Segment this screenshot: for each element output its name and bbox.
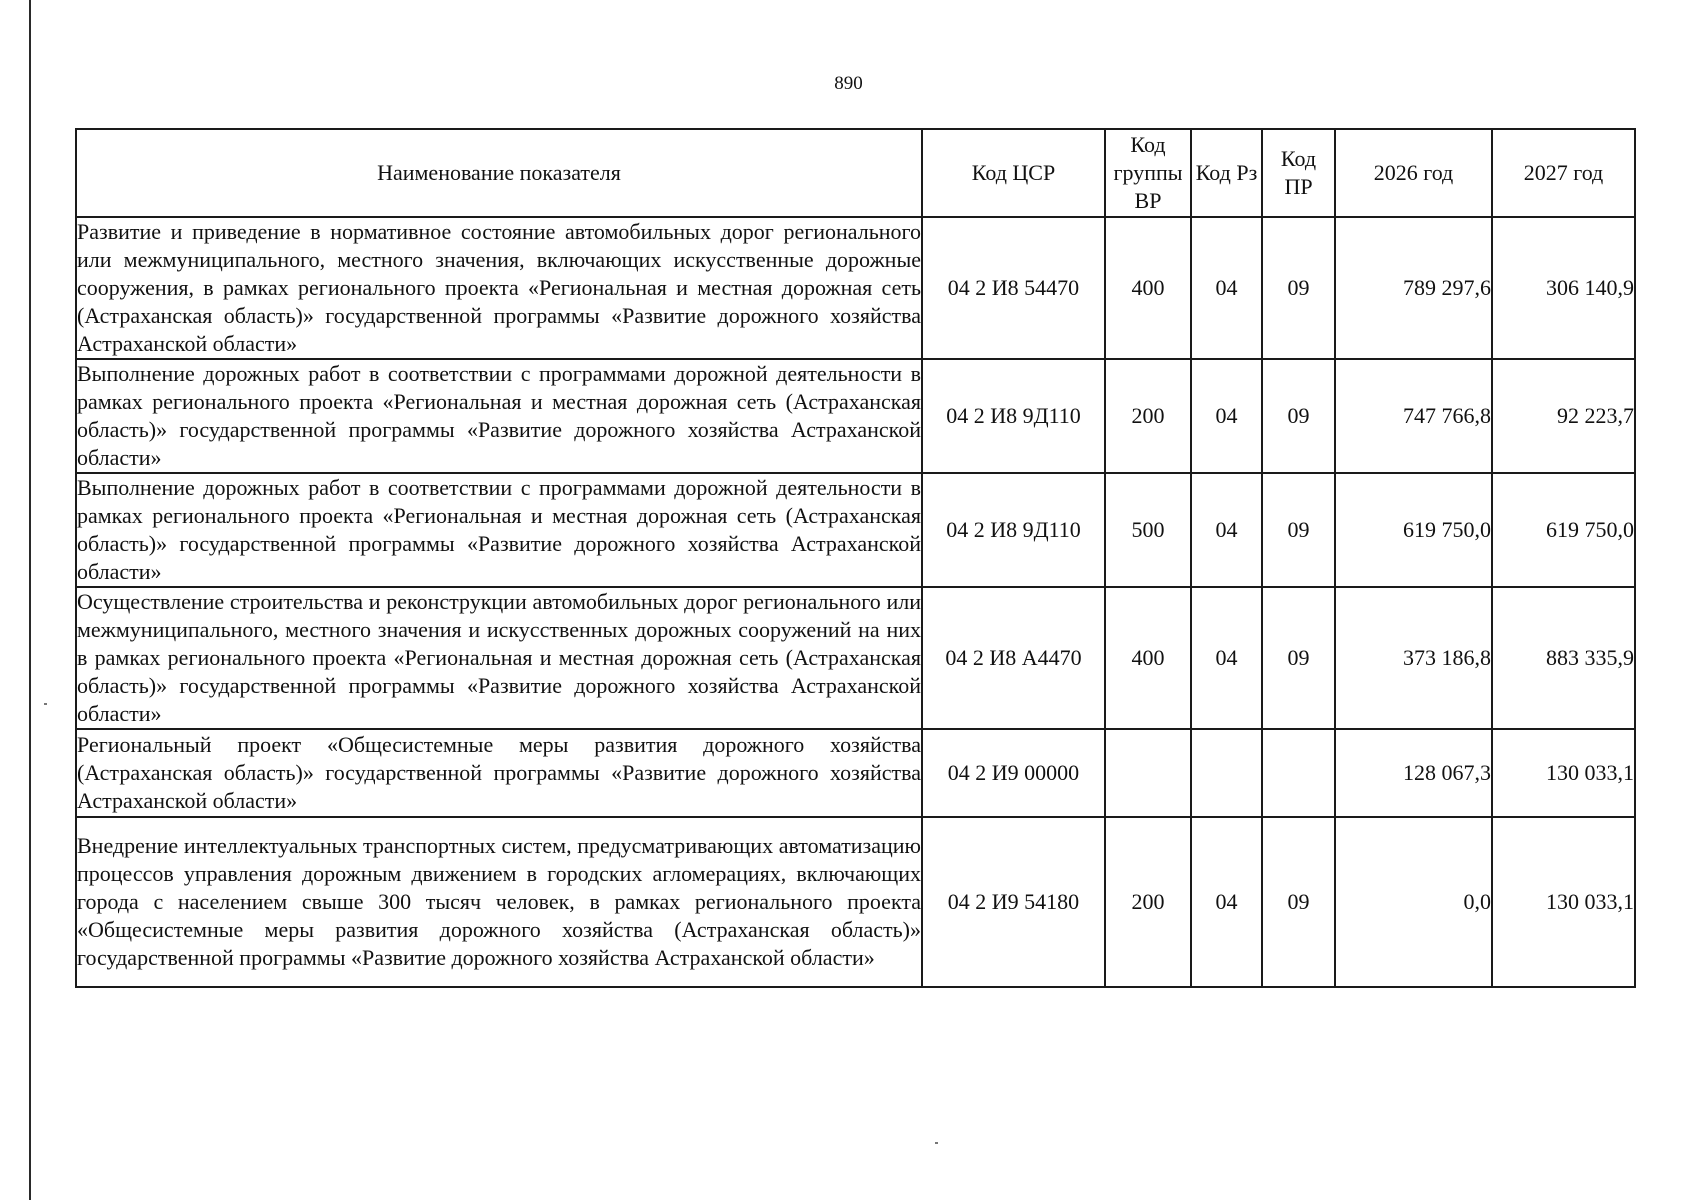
table-row (76, 359, 1635, 473)
cell-vr: 400 (1105, 217, 1191, 359)
scan-speck (935, 1142, 938, 1144)
cell-pr: 09 (1262, 817, 1335, 987)
page-number: 890 (834, 73, 863, 94)
cell-pr: 09 (1262, 473, 1335, 587)
header-vr: Код группы ВР (1105, 129, 1191, 217)
table-row (76, 587, 1635, 729)
cell-vr: 200 (1105, 817, 1191, 987)
cell-csr: 04 2 И9 00000 (922, 729, 1105, 817)
cell-name: Выполнение дорожных работ в соответствии с программами дорожной деятельности в рамках регионального проекта «Региональная и местная дорожная сеть (Астраханская область)» государственной программы «Развитие дорожного хозяйства Астраханской области» (76, 359, 922, 473)
cell-2026: 0,0 (1335, 817, 1492, 987)
cell-csr: 04 2 И8 А4470 (922, 587, 1105, 729)
table-row (76, 217, 1635, 359)
cell-pr: 09 (1262, 217, 1335, 359)
cell-rz: 04 (1191, 473, 1262, 587)
cell-2026: 747 766,8 (1335, 359, 1492, 473)
cell-vr: 500 (1105, 473, 1191, 587)
cell-vr (1105, 729, 1191, 817)
header-pr: Код ПР (1262, 129, 1335, 217)
cell-2027: 92 223,7 (1492, 359, 1635, 473)
table-row (76, 729, 1635, 817)
cell-2027: 306 140,9 (1492, 217, 1635, 359)
cell-2026: 789 297,6 (1335, 217, 1492, 359)
header-csr: Код ЦСР (922, 129, 1105, 217)
cell-csr: 04 2 И9 54180 (922, 817, 1105, 987)
cell-name: Выполнение дорожных работ в соответствии с программами дорожной деятельности в рамках регионального проекта «Региональная и местная дорожная сеть (Астраханская область)» государственной программы «Развитие дорожного хозяйства Астраханской области» (76, 473, 922, 587)
cell-rz (1191, 729, 1262, 817)
cell-2026: 128 067,3 (1335, 729, 1492, 817)
cell-name: Региональный проект «Общесистемные меры развития дорожного хозяйства (Астраханская область)» государственной программы «Развитие дорожного хозяйства Астраханской области» (76, 729, 922, 817)
header-rz: Код Рз (1191, 129, 1262, 217)
cell-rz: 04 (1191, 359, 1262, 473)
cell-csr: 04 2 И8 9Д110 (922, 359, 1105, 473)
cell-2027: 883 335,9 (1492, 587, 1635, 729)
cell-pr: 09 (1262, 587, 1335, 729)
cell-2026: 373 186,8 (1335, 587, 1492, 729)
cell-2027: 619 750,0 (1492, 473, 1635, 587)
cell-2027: 130 033,1 (1492, 729, 1635, 817)
cell-rz: 04 (1191, 587, 1262, 729)
cell-name: Внедрение интеллектуальных транспортных систем, предусматривающих автоматизацию процессов управления дорожным движением в городских агломерациях, включающих города с населением свыше 300 тысяч человек, в рамках регионального проекта «Общесистемные меры развития дорожного хозяйства (Астраханская область)» государственной программы «Развитие дорожного хозяйства Астраханской области» (76, 817, 922, 987)
scan-speck (44, 703, 47, 705)
cell-rz: 04 (1191, 217, 1262, 359)
cell-name: Развитие и приведение в нормативное состояние автомобильных дорог регионального или межмуниципального, местного значения, включающих искусственные дорожные сооружения, в рамках регионального проекта «Региональная и местная дорожная сеть (Астраханская область)» государственной программы «Развитие дорожного хозяйства Астраханской области» (76, 217, 922, 359)
cell-rz: 04 (1191, 817, 1262, 987)
cell-vr: 400 (1105, 587, 1191, 729)
header-name: Наименование показателя (76, 129, 922, 217)
cell-csr: 04 2 И8 9Д110 (922, 473, 1105, 587)
budget-table (75, 128, 1636, 988)
header-2026: 2026 год (1335, 129, 1492, 217)
cell-pr (1262, 729, 1335, 817)
header-2027: 2027 год (1492, 129, 1635, 217)
scan-margin-line (29, 0, 31, 1200)
cell-2026: 619 750,0 (1335, 473, 1492, 587)
table-row (76, 817, 1635, 987)
table-row (76, 473, 1635, 587)
cell-pr: 09 (1262, 359, 1335, 473)
cell-csr: 04 2 И8 54470 (922, 217, 1105, 359)
cell-name: Осуществление строительства и реконструкции автомобильных дорог регионального или межмуниципального, местного значения и искусственных дорожных сооружений на них в рамках регионального проекта «Региональная и местная дорожная сеть (Астраханская область)» государственной программы «Развитие дорожного хозяйства Астраханской области» (76, 587, 922, 729)
cell-2027: 130 033,1 (1492, 817, 1635, 987)
cell-vr: 200 (1105, 359, 1191, 473)
table-header-row (76, 129, 1635, 217)
